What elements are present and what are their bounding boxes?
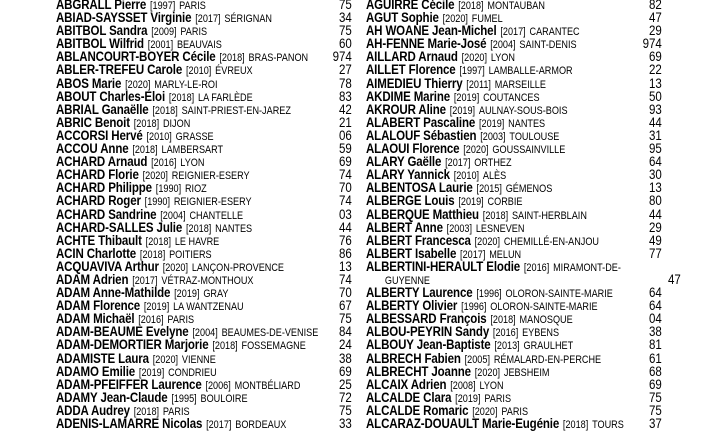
entry-dept: 44 (339, 219, 352, 235)
entry-year: [1996] (461, 301, 487, 314)
entry-dept: 13 (339, 258, 352, 274)
entry-dept: 22 (649, 62, 662, 78)
entry-dept: 69 (649, 376, 662, 392)
entry-dept: 38 (649, 324, 662, 340)
entry-city: SÉRIGNAN (224, 13, 272, 26)
entry-city: CHANTELLE (189, 209, 244, 222)
entry-city: LESNEVEN (475, 222, 525, 235)
entry-dept: 78 (339, 75, 352, 91)
entry-name: ALALOUF Sébastien (366, 127, 477, 143)
entry-year: [2010] (185, 65, 212, 78)
entry-city: GRASSE (175, 130, 214, 143)
entry-year: [2017] (500, 26, 526, 39)
entry-name: ABOS Marie (56, 75, 122, 91)
entry-dept: 25 (339, 376, 352, 392)
entry-name: ACCOU Anne (56, 141, 129, 157)
entry-dept: 69 (339, 154, 352, 170)
entry-city: REIGNIER-ESERY (173, 196, 252, 209)
entry-dept: 29 (649, 23, 662, 39)
entry-row (366, 260, 662, 273)
entry-city: LAMBERSART (161, 144, 224, 157)
entry-year: [2020] (463, 144, 489, 157)
entry-year: [2019] (455, 392, 481, 405)
entry-name: ADDA Audrey (56, 402, 130, 418)
entry-city: LYON (479, 379, 504, 392)
entry-name: ABITBOL Sandra (56, 23, 148, 39)
entry-year: [2009] (151, 26, 177, 39)
entry-city: GUYENNE (384, 274, 430, 287)
entry-year: [2018] (490, 314, 516, 327)
entry-year: [2010] (146, 130, 172, 143)
entry-year: [2019] (458, 196, 484, 209)
entry-name: ABLER-TREFEU Carole (56, 62, 183, 78)
entry-name: AH WOANE Jean-Michel (366, 23, 497, 39)
entry-name: ABLANCOURT-BOYER Cécile (56, 49, 216, 65)
entry-year: [2018] (212, 340, 238, 353)
entry-city: ALÈS (482, 170, 507, 183)
entry-city: MANOSQUE (519, 314, 573, 327)
entry-city: PARIS (162, 405, 190, 418)
entry-name: ACHARD-SALLES Julie (56, 219, 183, 235)
entry-name: ALBERTY Olivier (366, 298, 458, 314)
entry-dept: 72 (339, 389, 352, 405)
entry-name: ADAMISTE Laura (56, 350, 149, 366)
entry-name: ALBERQUE Matthieu (366, 206, 479, 222)
entry-year: [2018] (458, 0, 484, 12)
entry-year: [2020] (152, 353, 179, 366)
entry-name: ADAM Florence (56, 298, 141, 314)
entry-dept: 33 (339, 416, 352, 431)
entry-year: [2010] (453, 170, 480, 183)
entry-year: [2003] (480, 130, 506, 143)
entry-year: [2020] (474, 366, 501, 379)
entry-dept: 61 (649, 350, 662, 366)
entry-city: FOSSEMAGNE (241, 340, 306, 353)
entry-dept: 68 (649, 363, 662, 379)
entry-name: ALBOUY Jean-Baptiste (366, 337, 491, 353)
entry-name: ACHARD Roger (56, 193, 141, 209)
entry-year: [2018] (139, 248, 166, 261)
entry-year: [2016] (151, 157, 177, 170)
entry-dept: 06 (339, 127, 352, 143)
entry-name: ABGRALL Pierre (56, 0, 147, 12)
entry-city: NANTES (508, 117, 546, 130)
entry-name: ALCALDE Clara (366, 389, 452, 405)
entry-year: [2019] (449, 104, 476, 117)
entry-year: [2015] (476, 183, 502, 196)
entry-name: ALCAIX Adrien (366, 376, 447, 392)
entry-name: ALBENTOSA Laurie (366, 180, 473, 196)
entry-year: [2016] (492, 327, 519, 340)
entry-dept: 95 (649, 141, 662, 157)
entry-city: SAINT-PRIEST-EN-JAREZ (181, 104, 291, 117)
entry-dept: 74 (339, 193, 352, 209)
entry-dept: 30 (649, 167, 662, 183)
entry-city: CARANTEC (529, 26, 580, 39)
entry-dept: 49 (649, 232, 662, 248)
entry-row (56, 417, 352, 430)
entry-dept: 42 (339, 101, 352, 117)
entry-name: AH-FENNE Marie-José (366, 36, 487, 52)
entry-dept: 81 (649, 337, 662, 353)
entry-year: [2019] (138, 366, 165, 379)
entry-city: GRAY (203, 288, 229, 301)
entry-year: [2017] (445, 157, 471, 170)
entry-year: [2018] (185, 222, 212, 235)
entry-dept: 27 (339, 62, 352, 78)
entry-city: PARIS (179, 0, 206, 12)
entry-name: ACIN Charlotte (56, 245, 137, 261)
entry-dept: 44 (649, 114, 662, 130)
entry-city: COUTANCES (483, 91, 540, 104)
entry-city: MELUN (489, 248, 522, 261)
entry-dept: 75 (339, 0, 352, 12)
entry-dept: 04 (649, 311, 662, 327)
entry-dept: 13 (649, 180, 662, 196)
entry-dept: 75 (339, 311, 352, 327)
entry-dept: 64 (649, 154, 662, 170)
entry-dept: 75 (339, 402, 352, 418)
entry-city: AULNAY-SOUS-BOIS (478, 104, 568, 117)
entry-name: ABIAD-SAYSSET Virginie (56, 10, 192, 26)
entry-name: AILLET Florence (366, 62, 456, 78)
entry-city: SAINT-DENIS (519, 39, 577, 52)
entry-city: GOUSSAINVILLE (492, 144, 566, 157)
entry-dept: 76 (339, 232, 352, 248)
entry-name: ADAM Adrien (56, 271, 129, 287)
entry-city: POITIERS (169, 248, 212, 261)
entry-city: MARSEILLE (494, 78, 546, 91)
entry-name: ADAM-PFEIFFER Laurence (56, 376, 202, 392)
entry-city: VIENNE (181, 353, 216, 366)
entry-name: ACHTE Thibault (56, 232, 142, 248)
entry-city: DIJON (162, 117, 191, 130)
entry-city: LYON (490, 52, 515, 65)
entry-dept: 64 (649, 298, 662, 314)
entry-name: AGUT Sophie (366, 10, 439, 26)
entry-city: MONTBÉLIARD (234, 379, 301, 392)
entry-name: ADAM-BEAUME Evelyne (56, 324, 189, 340)
entry-city: REIGNIER-ESERY (171, 170, 250, 183)
entry-dept: 13 (649, 75, 662, 91)
entry-dept: 69 (339, 363, 352, 379)
entry-city: CONDRIEU (168, 366, 217, 379)
entry-dept: 31 (649, 127, 662, 143)
entry-year: [1990] (155, 183, 182, 196)
entry-name: ADAM Anne-Mathilde (56, 285, 171, 301)
entry-name: ACHARD Arnaud (56, 154, 148, 170)
entry-name: ABITBOL Wilfrid (56, 36, 144, 52)
entry-year: [2001] (147, 39, 174, 52)
entry-city: LA WANTZENAU (173, 301, 244, 314)
entry-city: RÉMALARD-EN-PERCHE (493, 353, 602, 366)
entry-name: ALCALDE Romaric (366, 402, 469, 418)
entry-name: AILLARD Arnaud (366, 49, 458, 65)
entry-dept: 77 (649, 245, 662, 261)
entry-city: NANTES (215, 222, 253, 235)
entry-dept: 21 (339, 114, 352, 130)
entry-dept: 64 (649, 285, 662, 301)
entry-name: ACHARD Sandrine (56, 206, 157, 222)
entry-year: [2018] (482, 209, 509, 222)
entry-name: ABRIC Benoit (56, 114, 130, 130)
entry-name: ALBERTY Laurence (366, 285, 473, 301)
entry-name: ALCARAZ-DOUAULT Marie-Eugénie (366, 416, 560, 431)
entry-dept: 60 (339, 36, 352, 52)
right-column (366, 0, 681, 431)
entry-name: ACHARD Philippe (56, 180, 152, 196)
entry-dept: 69 (649, 49, 662, 65)
entry-city: OLORON-SAINTE-MARIE (505, 288, 613, 301)
entry-city: BORDEAUX (235, 419, 287, 431)
entry-city: BRAS-PANON (248, 52, 309, 65)
entry-city: MARLY-LE-ROI (154, 78, 218, 91)
entry-city: MIRAMONT-DE- (553, 261, 621, 274)
entry-year: [2017] (206, 419, 232, 431)
entry-dept: 29 (649, 219, 662, 235)
entry-year: [1990] (144, 196, 171, 209)
entry-city: GRAULHET (523, 340, 574, 353)
entry-year: [1996] (476, 288, 502, 301)
entry-dept: 80 (649, 193, 662, 209)
entry-dept: 59 (339, 141, 352, 157)
entry-dept: 75 (649, 402, 662, 418)
entry-name: ALBRECH Fabien (366, 350, 461, 366)
entry-city: VÉTRAZ-MONTHOUX (161, 274, 254, 287)
entry-city: BEAUVAIS (176, 39, 222, 52)
entry-dept: 84 (339, 324, 352, 340)
entry-name: ACQUAVIVA Arthur (56, 258, 159, 274)
entry-name: ABRIAL Ganaëlle (56, 101, 149, 117)
entry-city: MONTAUBAN (487, 0, 545, 12)
entry-year: [2019] (478, 117, 505, 130)
entry-city: RIOZ (184, 183, 207, 196)
entry-year: [2013] (494, 340, 520, 353)
entry-name: ABOUT Charles-Eloi (56, 88, 166, 104)
entry-year: [2016] (523, 261, 550, 274)
entry-dept: 75 (649, 389, 662, 405)
entry-name: ALARY Gaëlle (366, 154, 442, 170)
entry-name: ALARY Yannick (366, 167, 450, 183)
entry-dept: 03 (339, 206, 352, 222)
entry-year: [2020] (472, 405, 498, 418)
entry-year: [2006] (205, 379, 231, 392)
entry-city: LYON (180, 157, 205, 170)
entry-name: ADENIS-LAMARRE Nicolas (56, 416, 203, 431)
entry-name: ALBERT Isabelle (366, 245, 457, 261)
entry-name: ALBRECHT Joanne (366, 363, 471, 379)
entry-name: ALABERT Pascaline (366, 114, 476, 130)
entry-city: PARIS (501, 405, 529, 418)
entry-year: [2020] (442, 13, 468, 26)
entry-name: AKROUR Aline (366, 101, 446, 117)
entry-dept: 38 (339, 350, 352, 366)
entry-name: ADAM-DEMORTIER Marjorie (56, 337, 209, 353)
entry-year: [2019] (174, 288, 200, 301)
entry-name: ALBESSARD François (366, 311, 487, 327)
entry-year: [2020] (125, 78, 151, 91)
entry-city: CORBIE (487, 196, 523, 209)
entry-dept: 24 (339, 337, 352, 353)
entry-city: TOURS (592, 419, 624, 431)
entry-dept: 70 (339, 285, 352, 301)
entry-dept: 37 (649, 416, 662, 431)
entry-dept: 83 (339, 88, 352, 104)
entry-city: CHEMILLÉ-EN-ANJOU (503, 235, 600, 248)
entry-year: [2018] (562, 419, 589, 431)
entry-name: ADAMO Emilie (56, 363, 136, 379)
entry-city: PARIS (180, 26, 208, 39)
entry-year: [2016] (138, 314, 164, 327)
entry-city: FUMEL (471, 13, 503, 26)
entry-name: AIMEDIEU Thierry (366, 75, 463, 91)
entry-city: PARIS (167, 314, 195, 327)
entry-name: ALBERT Anne (366, 219, 443, 235)
entry-name: ACHARD Florie (56, 167, 139, 183)
entry-dept: 974 (332, 49, 352, 65)
left-column (56, 0, 352, 430)
entry-dept: 67 (339, 298, 352, 314)
entry-year: [2018] (152, 104, 178, 117)
entry-year: [2008] (450, 379, 476, 392)
entry-city: EYBENS (522, 327, 560, 340)
entry-year: [2018] (132, 144, 158, 157)
entry-city: LAMBALLE-ARMOR (488, 65, 573, 78)
entry-year: [2017] (195, 13, 221, 26)
entry-city: BOULOIRE (200, 392, 248, 405)
entry-year: [2003] (446, 222, 473, 235)
entry-year: [2018] (219, 52, 245, 65)
entry-city: PARIS (484, 392, 512, 405)
entry-name: ADAMY Jean-Claude (56, 389, 168, 405)
entry-year: [2019] (453, 91, 480, 104)
entry-year: [2004] (490, 39, 516, 52)
entry-year: [2017] (132, 274, 158, 287)
entry-dept: 74 (339, 271, 352, 287)
entry-name: ALBOU-PEYRIN Sandy (366, 324, 490, 340)
entry-year: [2017] (460, 248, 486, 261)
entry-dept: 86 (339, 245, 352, 261)
entry-year: [2004] (192, 327, 218, 340)
entry-city: LA FARLÈDE (198, 91, 253, 104)
entry-row (366, 417, 662, 430)
entry-city: OLORON-SAINTE-MARIE (490, 301, 598, 314)
entry-dept: 974 (642, 36, 662, 52)
entry-year: [2020] (162, 261, 189, 274)
entry-dept: 47 (649, 10, 662, 26)
entry-city: TOULOUSE (509, 130, 560, 143)
entry-city: GÉMENOS (505, 183, 553, 196)
entry-year: [2004] (160, 209, 186, 222)
entry-year: [2018] (133, 117, 160, 130)
entry-year: [2005] (464, 353, 490, 366)
entry-year: [1997] (459, 65, 485, 78)
entry-year: [1995] (171, 392, 197, 405)
entry-dept: 93 (649, 101, 662, 117)
entry-name: ALBERT Francesca (366, 232, 471, 248)
entry-year: [2018] (168, 91, 195, 104)
entry-city: LE HAVRE (174, 235, 220, 248)
entry-name: ALBERTINI-HERAULT Elodie (366, 258, 521, 274)
entry-name: AKDIME Marine (366, 88, 451, 104)
entry-dept: 82 (649, 0, 662, 12)
entry-name: ALAOUI Florence (366, 141, 460, 157)
entry-year: [2020] (461, 52, 487, 65)
entry-city: JEBSHEIM (503, 366, 550, 379)
entry-city: BEAUMES-DE-VENISE (221, 327, 319, 340)
entry-dept: 50 (649, 88, 662, 104)
entry-year: [2011] (466, 78, 491, 91)
entry-year: [2018] (145, 235, 172, 248)
entry-year: [2020] (142, 170, 168, 183)
entry-dept: 34 (339, 10, 352, 26)
entry-name: ADAM Michaël (56, 311, 135, 327)
entry-dept: 47 (667, 271, 681, 287)
entry-city: LANÇON-PROVENCE (191, 261, 285, 274)
entry-dept: 44 (649, 206, 662, 222)
entry-name: ALBERGE Louis (366, 193, 455, 209)
entry-dept: 70 (339, 180, 352, 196)
entry-year: [1997] (149, 0, 176, 12)
entry-city: ORTHEZ (474, 157, 512, 170)
entry-city: SAINT-HERBLAIN (511, 209, 587, 222)
entry-year: [2020] (474, 235, 500, 248)
entry-city: ÉVREUX (215, 65, 253, 78)
entry-name: ACCORSI Hervé (56, 127, 143, 143)
entry-name: AGUIRRE Cécile (366, 0, 455, 12)
entry-year: [2018] (133, 405, 160, 418)
entry-dept: 75 (339, 23, 352, 39)
entry-dept: 74 (339, 167, 352, 183)
entry-year: [2019] (143, 301, 170, 314)
